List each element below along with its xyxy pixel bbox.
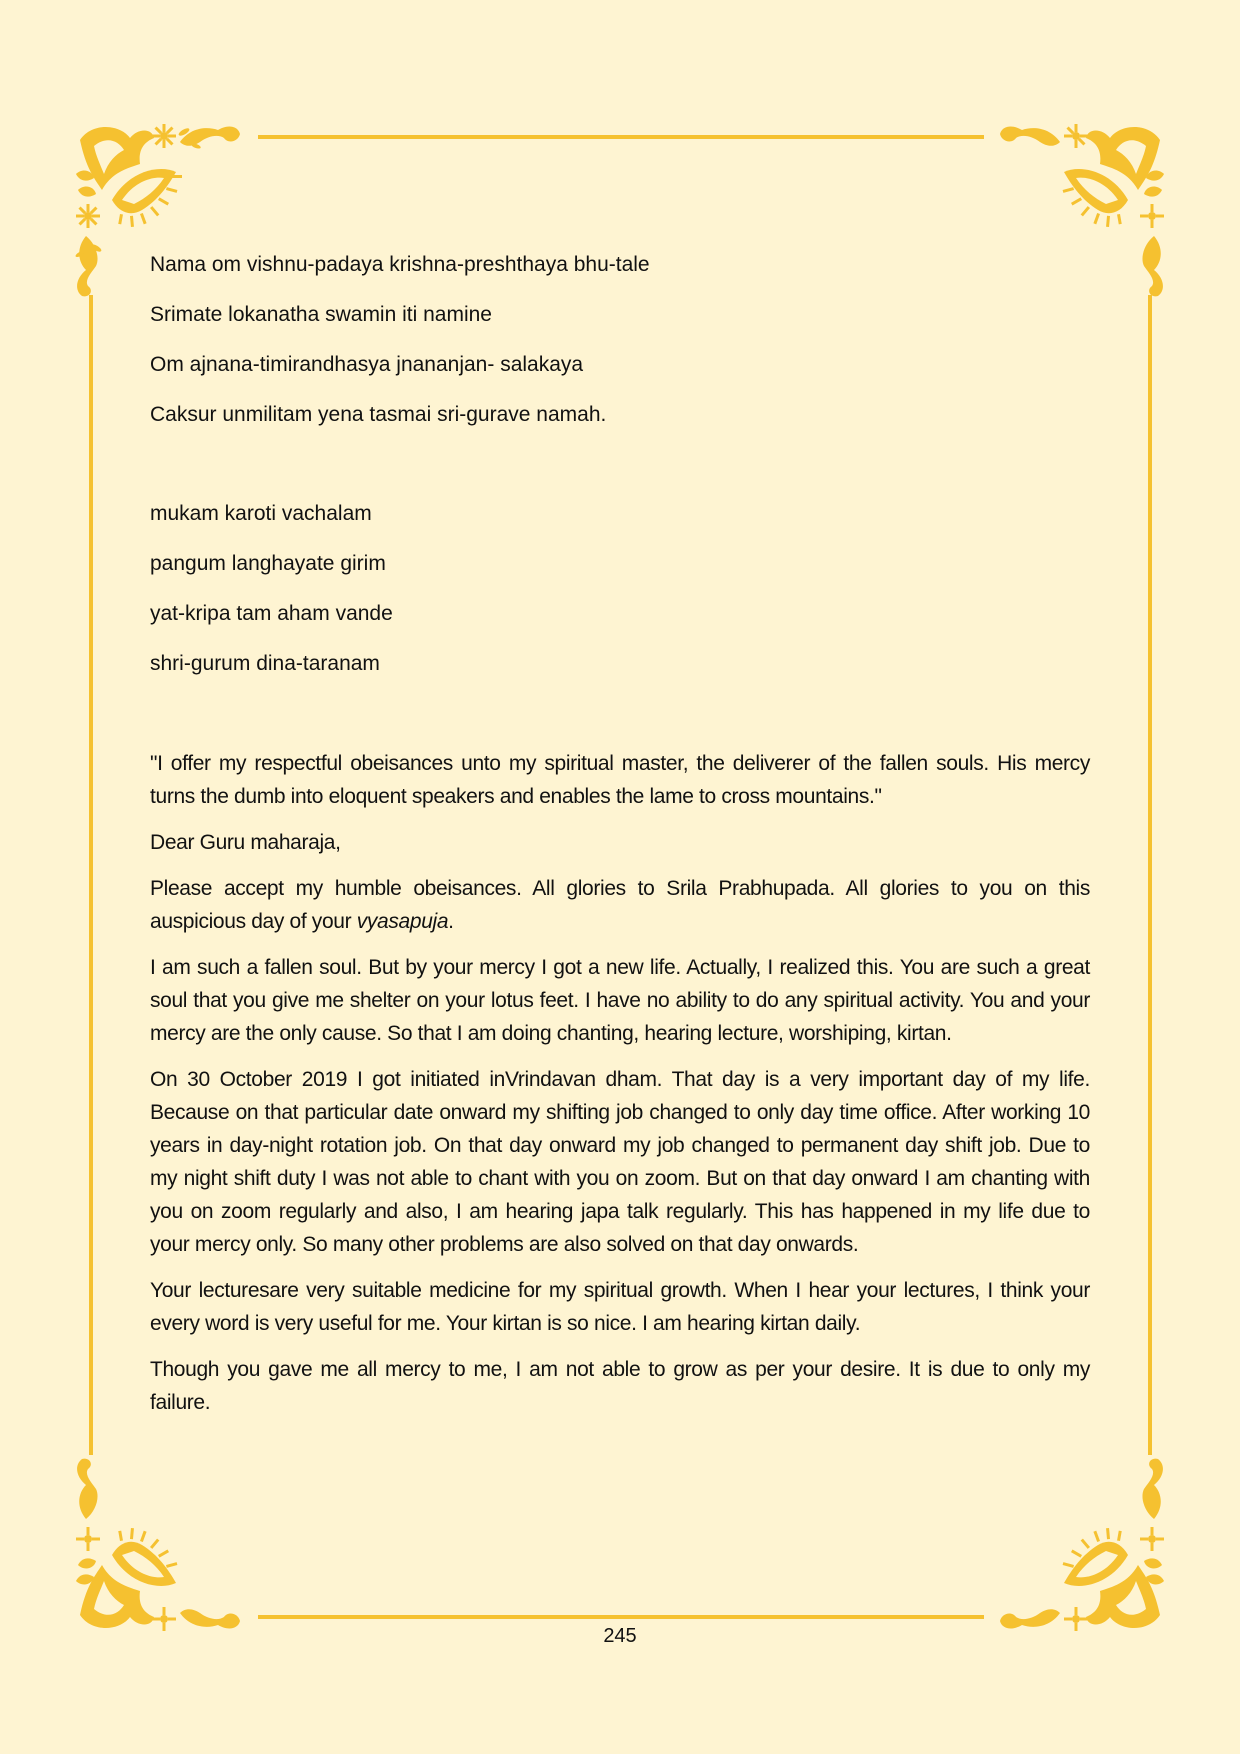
paragraph: Your lecturesare very suitable medicine for my spiritual growth. When I hear your lectures, I think your every word is very useful for me. Your kirtan is so nice. I am hearing kirtan daily. [150, 1279, 1090, 1335]
verse-line: Nama om vishnu-padaya krishna-preshthaya bhu-tale [150, 253, 650, 276]
verse-line: Srimate lokanatha swamin iti namine [150, 303, 492, 326]
salutation: Dear Guru maharaja, [150, 831, 341, 854]
verse-block-2 [150, 497, 1090, 697]
border-top-line [258, 135, 984, 139]
translation-quote: "I offer my respectful obeisances unto my spiritual master, the deliverer of the fallen souls. His mercy turns the dumb into eloquent speakers and enables the lame to cross mountains." [150, 752, 1090, 808]
verse-line: shri-gurum dina-taranam [150, 652, 380, 675]
italic-term: vyasapuja [356, 910, 449, 933]
paragraph-text: . [448, 910, 454, 933]
page-content [150, 248, 1090, 1432]
floral-corner-icon [978, 1445, 1168, 1635]
paragraph: Though you gave me all mercy to me, I am not able to grow as per your desire. It is due to only my failure. [150, 1358, 1090, 1414]
verse-line: pangum langhayate girim [150, 552, 386, 575]
paragraph: On 30 October 2019 I got initiated inVrindavan dham. That day is a very important day of my life. Because on that particular date onward my shifting job changed to only day time office. After working 10 years in day-night rotation job. On that day onward my job changed to permanent day shift job. Due to my night shift duty I was not able to chant with you on zoom. But on that day onward I am chanting with you on zoom regularly and also, I am hearing japa talk regularly. This has happened in my life due to your mercy only. So many other problems are also solved on that day onwards. [150, 1068, 1090, 1256]
paragraph: I am such a fallen soul. But by your mercy I got a new life. Actually, I realized this. You are such a great soul that you give me shelter on your lotus feet. I have no ability to do any spiritual activity. You and your mercy are the only cause. So that I am doing chanting, hearing lecture, worshiping, kirtan. [150, 956, 1090, 1045]
paragraph [150, 872, 1090, 938]
verse-line: yat-kripa tam aham vande [150, 602, 393, 625]
paragraph-text: Please accept my humble obeisances. All glories to Srila Prabhupada. All glories to you on this auspicious day of your [150, 877, 1090, 933]
letter-body [150, 747, 1090, 1419]
floral-corner-icon [72, 1445, 262, 1635]
border-bottom-line [258, 1615, 984, 1619]
verse-line: Caksur unmilitam yena tasmai sri-gurave namah. [150, 403, 607, 426]
page-number: 245 [603, 1625, 637, 1647]
verse-block-1 [150, 248, 1090, 448]
border-right-line [1148, 295, 1152, 1455]
verse-line: mukam karoti vachalam [150, 502, 372, 525]
border-left-line [89, 295, 93, 1455]
verse-line: Om ajnana-timirandhasya jnananjan- salakaya [150, 353, 584, 376]
